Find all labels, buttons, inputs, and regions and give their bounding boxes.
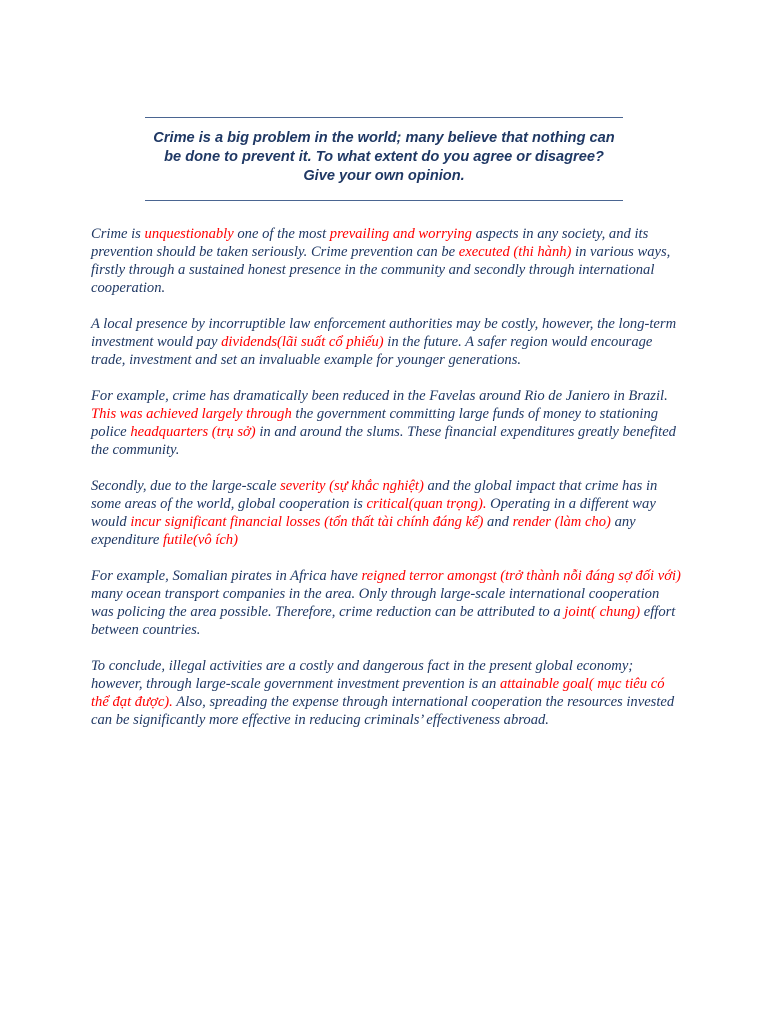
highlighted-phrase: This was achieved largely through — [91, 406, 292, 422]
essay-question — [140, 129, 628, 186]
paragraph-text: Secondly, due to the large-scale — [91, 478, 281, 494]
paragraph-text: and — [483, 514, 513, 530]
highlighted-phrase: prevailing and worrying — [329, 226, 472, 242]
paragraph-text: To conclude, illegal activities are a costly and dangerous fact in the present global economy; however, through large-scale government investment prevention is an — [91, 658, 634, 692]
highlighted-phrase: incur significant financial losses (tổn thất tài chính đáng kể) — [130, 514, 484, 530]
paragraph-text: For example, Somalian pirates in Africa have — [91, 568, 362, 584]
highlighted-phrase: critical(quan trọng). — [366, 496, 487, 512]
paragraph-text: any expenditure — [91, 514, 636, 548]
highlighted-phrase: unquestionably — [144, 226, 234, 242]
highlighted-phrase: reigned terror amongst (trở thành nỗi đáng sợ đối với) — [361, 568, 681, 584]
top-divider — [145, 117, 623, 118]
highlighted-phrase: severity (sự khắc nghiệt) — [280, 478, 424, 494]
paragraph-text: Operating in a different way would — [91, 496, 656, 530]
highlighted-phrase: executed (thi hành) — [458, 244, 572, 260]
paragraph-text: the government committing large funds of money to stationing police — [91, 406, 659, 440]
paragraph-text: and the global impact that crime has in some areas of the world, global cooperation is — [91, 478, 658, 512]
paragraph-text: many ocean transport companies in the area. Only through large-scale international cooperation was policing the area possible. Therefore, crime reduction can be attributed to a — [91, 586, 660, 620]
question-line-2: be done to prevent it. To what extent do you agree or disagree? — [164, 149, 604, 165]
bottom-divider — [145, 200, 623, 201]
essay-body — [91, 225, 681, 747]
paragraph-text: in and around the slums. These financial expenditures greatly benefited the community. — [91, 424, 676, 458]
paragraph-text: effort between countries. — [91, 604, 676, 638]
paragraph-text: Also, spreading the expense through international cooperation the resources invested can be significantly more effective in reducing criminals’ effectiveness abroad. — [91, 694, 675, 728]
essay-paragraph — [91, 477, 681, 549]
essay-paragraph — [91, 657, 681, 729]
paragraph-text: in various ways, firstly through a sustained honest presence in the community and secondly through international cooperation. — [91, 244, 671, 296]
paragraph-text: in the future. A safer region would encourage trade, investment and set an invaluable example for younger generations. — [91, 334, 653, 368]
essay-paragraph — [91, 225, 681, 297]
paragraph-text: A local presence by incorruptible law enforcement authorities may be costly, however, the long-term investment would pay — [91, 316, 677, 350]
essay-paragraph — [91, 315, 681, 369]
essay-paragraph — [91, 567, 681, 639]
highlighted-phrase: joint( chung) — [564, 604, 641, 620]
paragraph-text: Crime is — [91, 226, 145, 242]
highlighted-phrase: headquarters (trụ sở) — [130, 424, 256, 440]
essay-paragraph — [91, 387, 681, 459]
highlighted-phrase: attainable goal( mục tiêu có thể đạt được). — [91, 676, 665, 710]
paragraph-text: For example, crime has dramatically been reduced in the Favelas around Rio de Janiero in Brazil. — [91, 388, 668, 404]
highlighted-phrase: render (làm cho) — [512, 514, 611, 530]
highlighted-phrase: futile(vô ích) — [163, 532, 238, 548]
question-line-1: Crime is a big problem in the world; many believe that nothing can — [153, 130, 615, 146]
paragraph-text: one of the most — [233, 226, 330, 242]
question-line-3: Give your own opinion. — [303, 168, 465, 184]
highlighted-phrase: dividends(lãi suất cổ phiếu) — [221, 334, 384, 350]
paragraph-text: aspects in any society, and its prevention should be taken seriously. Crime prevention can be — [91, 226, 649, 260]
